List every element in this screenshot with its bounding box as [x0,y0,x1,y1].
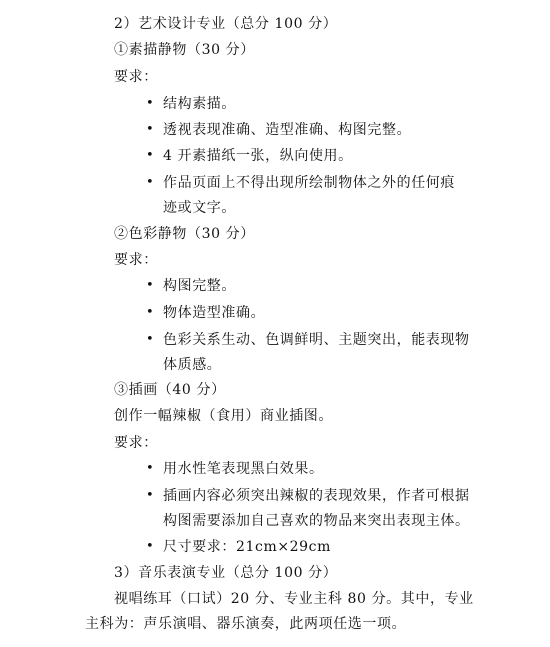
bullet-icon: • [146,148,154,163]
color-req-item-continued: 体质感。 [163,357,222,373]
illustration-req-item: 尺寸要求：21cm×29cm [163,539,331,555]
sketch-req-item: 作品页面上不得出现所绘制物体之外的任何痕 [163,175,455,191]
illustration-req-item: 用水性笔表现黑白效果。 [163,461,324,477]
illustration-requirements-label: 要求： [114,435,158,451]
bullet-icon: • [146,278,154,293]
sketch-req-item: 结构素描。 [163,96,236,112]
bullet-icon: • [146,122,154,137]
sketch-req-item-continued: 迹或文字。 [163,200,236,216]
color-title: ②色彩静物（30 分） [114,226,255,242]
illustration-description: 创作一幅辣椒（食用）商业插图。 [114,408,333,424]
bullet-icon: • [146,305,154,320]
bullet-icon: • [146,332,154,347]
sketch-requirements-label: 要求： [114,69,158,85]
bullet-icon: • [146,488,154,503]
bullet-icon: • [146,175,154,190]
sketch-req-item: 4 开素描纸一张，纵向使用。 [163,148,353,164]
sketch-req-item: 透视表现准确、造型准确、构图完整。 [163,122,412,138]
color-req-item: 物体造型准确。 [163,305,266,321]
bullet-icon: • [146,539,154,554]
music-heading: 3）音乐表演专业（总分 100 分） [114,565,338,581]
color-req-item: 色彩关系生动、色调鲜明、主题突出，能表现物 [163,332,470,348]
color-req-item: 构图完整。 [163,278,236,294]
art-design-heading: 2）艺术设计专业（总分 100 分） [114,16,338,32]
illustration-req-item-continued: 构图需要添加自己喜欢的物品来突出表现主体。 [163,513,470,529]
color-requirements-label: 要求： [114,252,158,268]
sketch-title: ①素描静物（30 分） [114,42,255,58]
bullet-icon: • [146,96,154,111]
illustration-title: ③插画（40 分） [114,382,226,398]
illustration-req-item: 插画内容必须突出辣椒的表现效果，作者可根据 [163,488,470,504]
bullet-icon: • [146,461,154,476]
music-paragraph-line: 主科为：声乐演唱、器乐演奏，此两项任选一项。 [85,616,407,632]
music-paragraph-line: 视唱练耳（口试）20 分、专业主科 80 分。其中，专业 [114,591,474,607]
